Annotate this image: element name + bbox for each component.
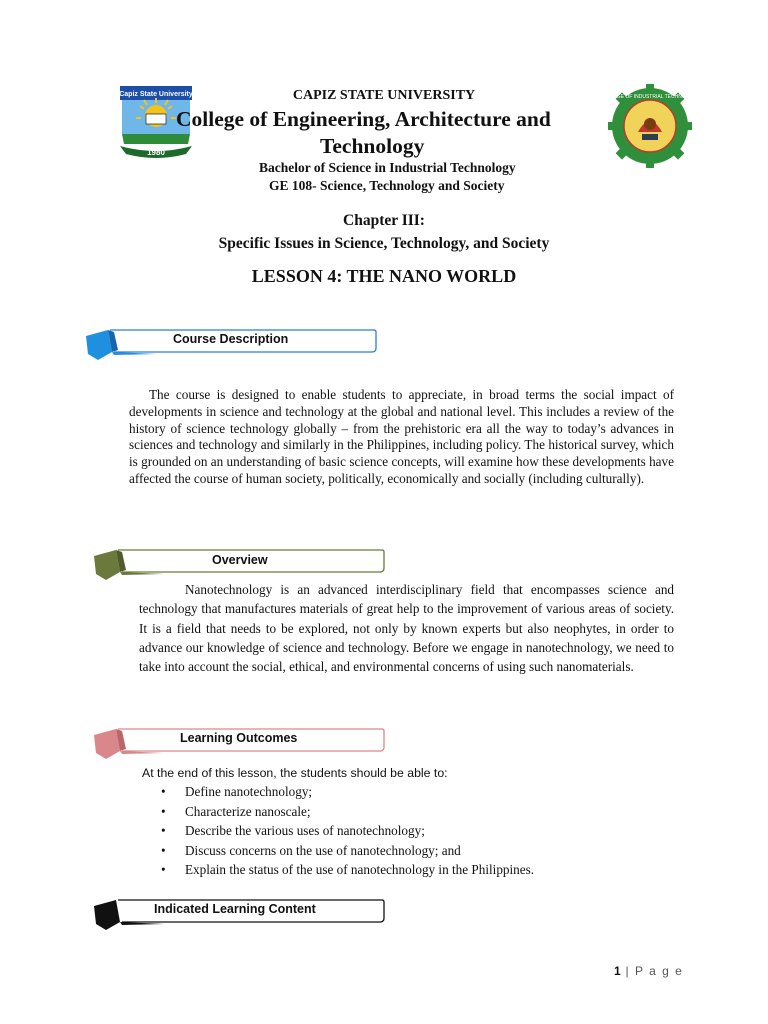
- list-item: [139, 823, 534, 843]
- overview-line: Nanotechnology is an advanced interdisciplinary field that encompasses: [185, 582, 600, 597]
- course-description-header: [84, 328, 380, 362]
- list-item: [139, 862, 534, 882]
- list-item-text: Explain the status of the use of nanotechnology in the Philippines.: [185, 862, 535, 878]
- college-name-line1: College of Engineering, Architecture and: [176, 107, 551, 131]
- list-item-text: Define nanotechnology;: [185, 784, 313, 799]
- learning-outcomes-list: [139, 784, 534, 882]
- course-description-text: [129, 387, 674, 488]
- overview-header: [92, 548, 388, 582]
- seal-text: COLLEGE OF INDUSTRIAL TECHNOLOGY: [600, 94, 700, 100]
- overview-line: science and technology that manufactures materials of great help to the improvement: [139, 582, 675, 617]
- overview-text: [139, 580, 674, 676]
- college-name-line2: Technology: [320, 134, 425, 158]
- university-name: CAPIZ STATE UNIVERSITY: [292, 88, 476, 103]
- degree-program: Bachelor of Science in Industrial Technology: [259, 160, 516, 175]
- list-item: [139, 843, 534, 863]
- section-title-course-description: Course Description: [173, 332, 289, 346]
- overview-line: technology. Before we engage in nanotechnology, we need to take into account the: [139, 639, 675, 675]
- course-description-line: The course is designed to enable students to appreciate, in broad terms the social: [149, 387, 615, 402]
- bullet: •: [161, 803, 166, 819]
- course-description-line: impact of developments in science and technology at the global and national level. This: [129, 387, 675, 419]
- bullet: •: [161, 842, 166, 858]
- bullet: •: [161, 862, 166, 878]
- list-item-text: Characterize nanoscale;: [185, 803, 311, 819]
- overview-line: social, ethical, and environmental concerns of using such nanomaterials.: [251, 659, 634, 675]
- course-code: GE 108- Science, Technology and Society: [269, 178, 505, 193]
- chapter-title: Chapter III:: [343, 212, 425, 229]
- list-item-text: Describe the various uses of nanotechnology;: [185, 823, 425, 839]
- course-description-line: era all the way to today’s advances in sciences and technology and similarly in the: [129, 420, 675, 453]
- chapter-subtitle: Specific Issues in Science, Technology, and Society: [218, 235, 550, 252]
- section-title-overview: Overview: [212, 553, 268, 567]
- overview-line: of various areas of society. It is a field that needs to be explored, not only by known: [139, 601, 675, 636]
- logo-text-top: Capiz State University: [119, 91, 193, 98]
- page-number: 1: [614, 964, 621, 978]
- lesson-title: LESSON 4: THE NANO WORLD: [251, 266, 517, 286]
- bullet: •: [161, 784, 166, 799]
- course-description-line: includes a review of the history of science technology globally – from the prehistoric: [129, 403, 675, 436]
- list-item: [139, 804, 534, 824]
- learning-outcomes-header: [92, 727, 388, 761]
- overview-line: experts but also neophytes, in order to advance our knowledge of science and: [139, 620, 674, 655]
- page-footer: [614, 964, 683, 978]
- indicated-learning-content-header: [92, 898, 388, 932]
- list-item-text: Discuss concerns on the use of nanotechnology; and: [185, 842, 461, 858]
- page-label: P a g e: [635, 964, 684, 978]
- section-title-indicated-learning-content: Indicated Learning Content: [154, 902, 316, 916]
- page-separator: |: [625, 964, 631, 978]
- learning-outcomes-intro: At the end of this lesson, the students should be able to:: [142, 766, 448, 780]
- list-item: [139, 784, 534, 804]
- course-description-line: Philippines, including policy. The historical survey, which is grounded on an: [129, 437, 675, 470]
- bullet: •: [161, 823, 166, 839]
- section-title-learning-outcomes: Learning Outcomes: [180, 731, 298, 745]
- logo-year: 1980: [147, 148, 165, 157]
- course-description-line: understanding of basic science concepts, will examine how these developments have: [226, 454, 674, 470]
- course-description-line: culturally).: [585, 470, 645, 486]
- course-description-line: affected the course of human society, politically, economically and socially (including: [129, 470, 583, 486]
